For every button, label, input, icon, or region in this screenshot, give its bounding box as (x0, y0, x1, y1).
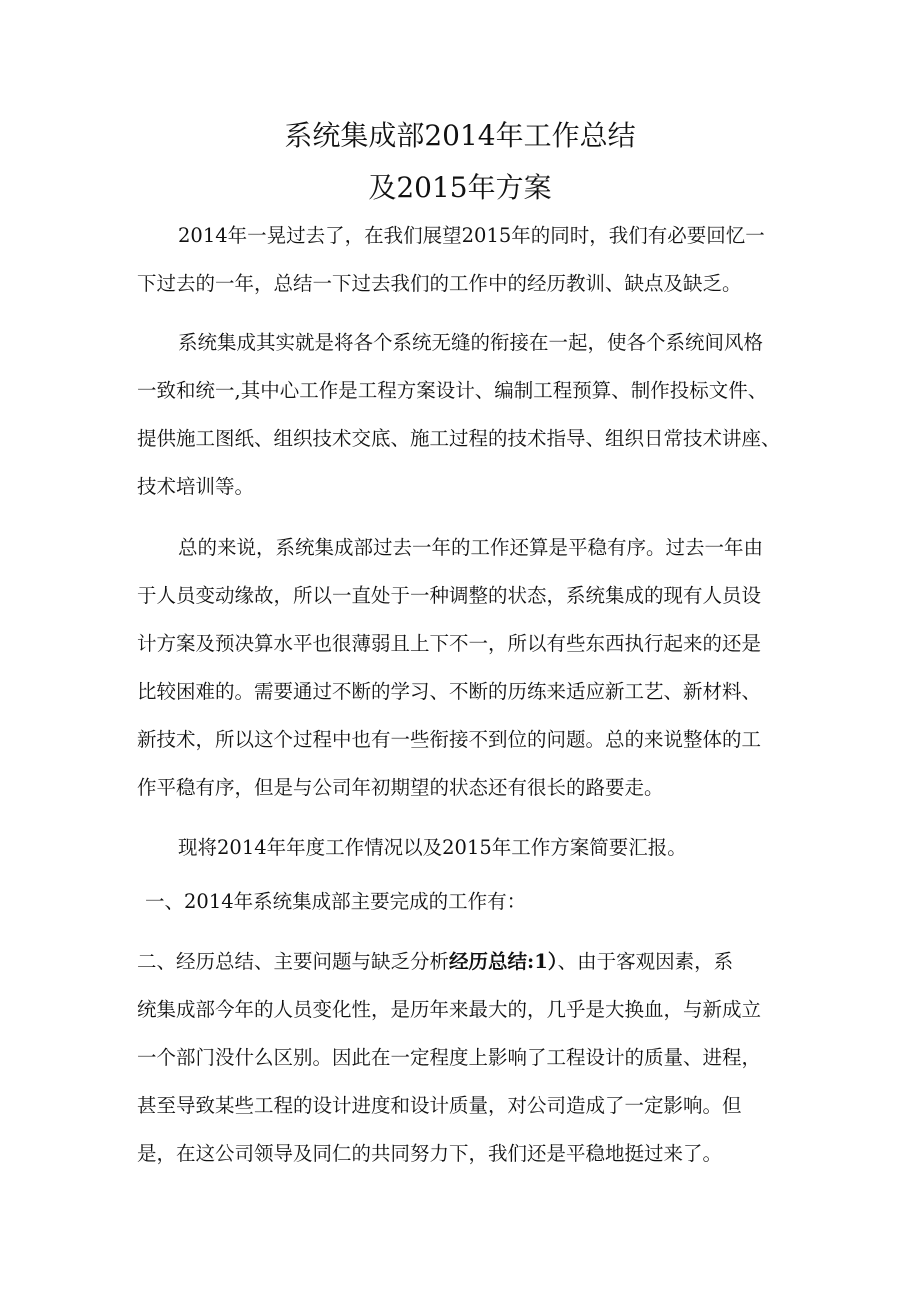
paragraph-line: 一致和统一,其中心工作是工程方案设计、编制工程预算、制作投标文件、 (137, 379, 768, 402)
paragraph-summary (137, 524, 797, 812)
paragraph-line: 下过去的一年，总结一下过去我们的工作中的经历教训、缺点及缺乏。 (137, 272, 742, 295)
section-heading-1: 一、2014年系统集成部主要完成的工作有： (145, 890, 527, 913)
section-2-bold-label: 经历总结 (449, 950, 528, 973)
paragraph-line: 系统集成其实就是将各个系统无缝的衔接在一起，使各个系统间风格 (178, 331, 764, 354)
paragraph-line: 提供施工图纸、组织技术交底、施工过程的技术指导、组织日常技术讲座、 (137, 427, 781, 450)
section-2 (137, 938, 797, 1178)
paragraph-line: 新技术，所以这个过程中也有一些衔接不到位的问题。总的来说整体的工 (137, 728, 762, 751)
paragraph-line: 现将2014年年度工作情况以及2015年工作方案简要汇报。 (178, 836, 687, 859)
document-title-line-2: 及2015年方案 (368, 171, 552, 204)
paragraph-line: 统集成部今年的人员变化性，是历年来最大的，几乎是大换血，与新成立 (137, 998, 762, 1021)
paragraph-line: 甚至导致某些工程的设计进度和设计质量，对公司造成了一定影响。但 (137, 1094, 742, 1117)
paragraph-line: 是，在这公司领导及同仁的共同努力下，我们还是平稳地挺过来了。 (137, 1142, 723, 1165)
paragraph-line: 作平稳有序，但是与公司年初期望的状态还有很长的路要走。 (137, 776, 664, 799)
section-2-lead: 二、经历总结、主要问题与缺乏分析 (137, 950, 450, 973)
document-title-line-1: 系统集成部2014年工作总结 (284, 119, 636, 152)
paragraph-intro (137, 212, 797, 308)
paragraph-line: 比较困难的。需要通过不断的学习、不断的历练来适应新工艺、新材料、 (137, 680, 762, 703)
paragraph-line: 总的来说，系统集成部过去一年的工作还算是平稳有序。过去一年由 (178, 536, 764, 559)
section-2-marker: :1） (527, 950, 558, 973)
paragraph-system-integration (137, 319, 797, 511)
paragraph-line: 计方案及预决算水平也很薄弱且上下不一，所以有些东西执行起来的还是 (137, 632, 762, 655)
section-2-first-line (137, 938, 797, 986)
paragraph-line: 于人员变动缘故，所以一直处于一种调整的状态，系统集成的现有人员设 (137, 584, 762, 607)
paragraph-report-intro (137, 824, 797, 872)
paragraph-line: 一个部门没什么区别。因此在一定程度上影响了工程设计的质量、进程， (137, 1046, 762, 1069)
paragraph-line: 2014年一晃过去了，在我们展望2015年的同时，我们有必要回忆一 (178, 224, 765, 247)
section-2-first-line-rest: 、由于客观因素，系 (557, 950, 734, 973)
paragraph-line: 技术培训等。 (137, 475, 255, 498)
